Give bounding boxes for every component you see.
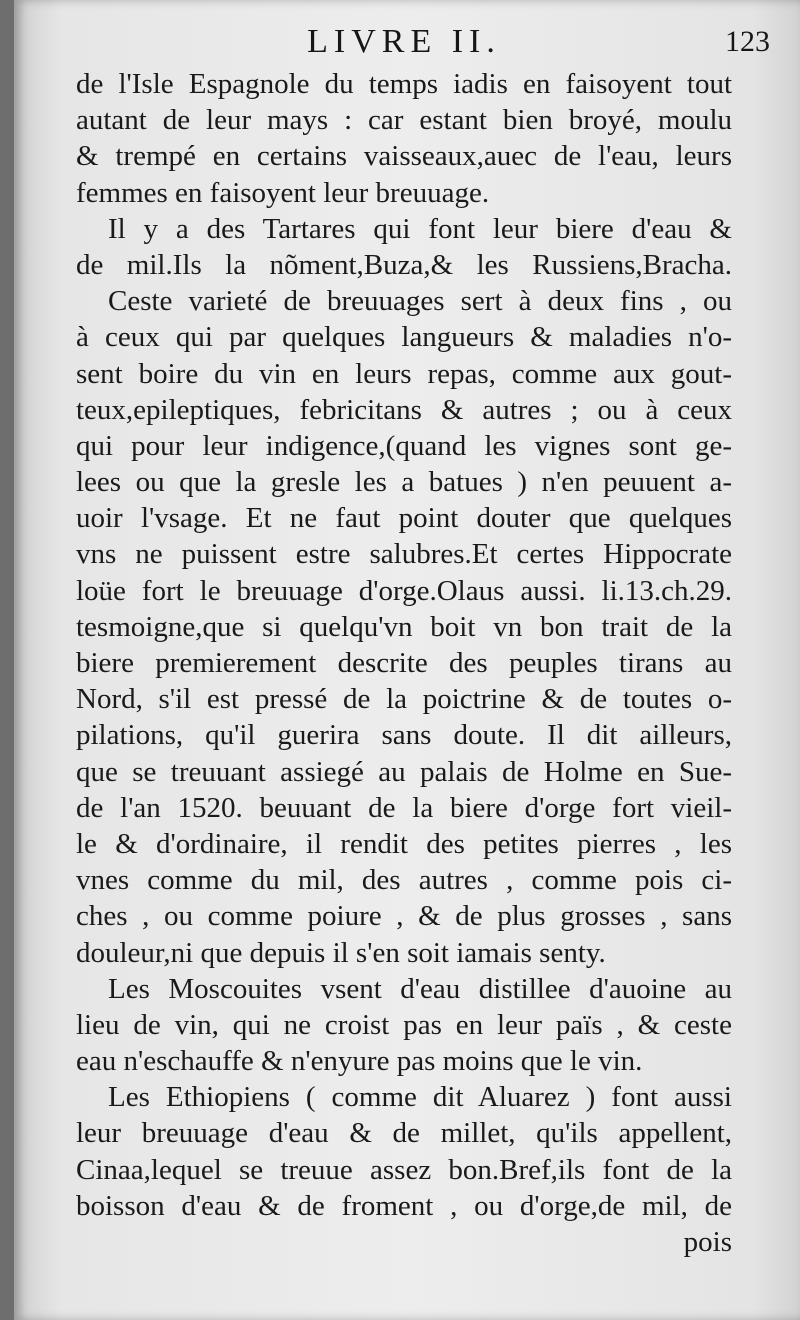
text-line: Les Moscouites vsent d'eau distillee d'auoine au [108,972,732,1005]
text-line: vnes comme du mil, des autres , comme pois ci- [76,864,732,897]
text-line: Cinaa,lequel se treuue assez bon.Bref,ils font de la [76,1153,732,1186]
text-line: Les Ethiopiens ( comme dit Aluarez ) font aussi [108,1081,732,1114]
text-line: uoir l'vsage. Et ne faut point douter que quelques [76,502,732,535]
text-line: eau n'eschauffe & n'enyure pas moins que le vin. [76,1045,643,1078]
book-page [14,0,800,1320]
text-line: loüe fort le breuuage d'orge.Olaus aussi. li.13.ch.29. [76,574,732,607]
text-line: que se treuuant assiegé au palais de Holme en Sue- [76,755,732,788]
text-line: lieu de vin, qui ne croist pas en leur païs , & ceste [76,1008,732,1041]
page-header [14,22,800,62]
text-line: Nord, s'il est pressé de la poictrine & de toutes o- [76,683,732,716]
text-line: à ceux qui par quelques langueurs & maladies n'o- [76,321,732,354]
text-line: biere premierement descrite des peuples tirans au [76,647,732,679]
text-line: douleur,ni que depuis il s'en soit iamais senty. [76,936,606,969]
running-title: LIVRE II. [307,23,501,60]
page-number: 123 [725,25,770,58]
text-line: de l'an 1520. beuuant de la biere d'orge fort vieil- [76,791,732,824]
text-line: boisson d'eau & de froment , ou d'orge,de mil, de [76,1189,732,1222]
text-line: autant de leur mays : car estant bien broyé, moulu [76,104,732,137]
text-line: & trempé en certains vaisseaux,auec de l'eau, leurs [76,140,732,173]
text-line: de mil.Ils la nõment,Buza,& les Russiens,Bracha. [76,248,732,281]
text-line: vns ne puissent estre salubres.Et certes Hippocrate [76,538,732,571]
text-line: ches , ou comme poiure , & de plus grosses , sans [76,900,732,933]
text-line: lees ou que la gresle les a batues ) n'en peuuent a- [76,466,732,499]
text-line: Il y a des Tartares qui font leur biere d'eau & [108,212,732,245]
text-line: Ceste varieté de breuuages sert à deux fins , ou [108,285,732,318]
body-text [76,66,732,1260]
text-line: tesmoigne,que si quelqu'vn boit vn bon trait de la [76,610,732,643]
text-line: qui pour leur indigence,(quand les vignes sont ge- [76,429,732,462]
text-line: le & d'ordinaire, il rendit des petites pierres , les [76,827,732,860]
text-line: pilations, qu'il guerira sans doute. Il dit ailleurs, [76,719,732,752]
catchword: pois [683,1226,732,1258]
text-line: teux,epileptiques, febricitans & autres ; ou à ceux [76,393,732,426]
text-line: femmes en faisoyent leur breuuage. [76,176,490,209]
text-line: sent boire du vin en leurs repas, comme aux gout- [76,357,732,390]
text-line: de l'Isle Espagnole du temps iadis en faisoyent tout [76,68,732,100]
text-line: leur breuuage d'eau & de millet, qu'ils appellent, [76,1117,732,1150]
